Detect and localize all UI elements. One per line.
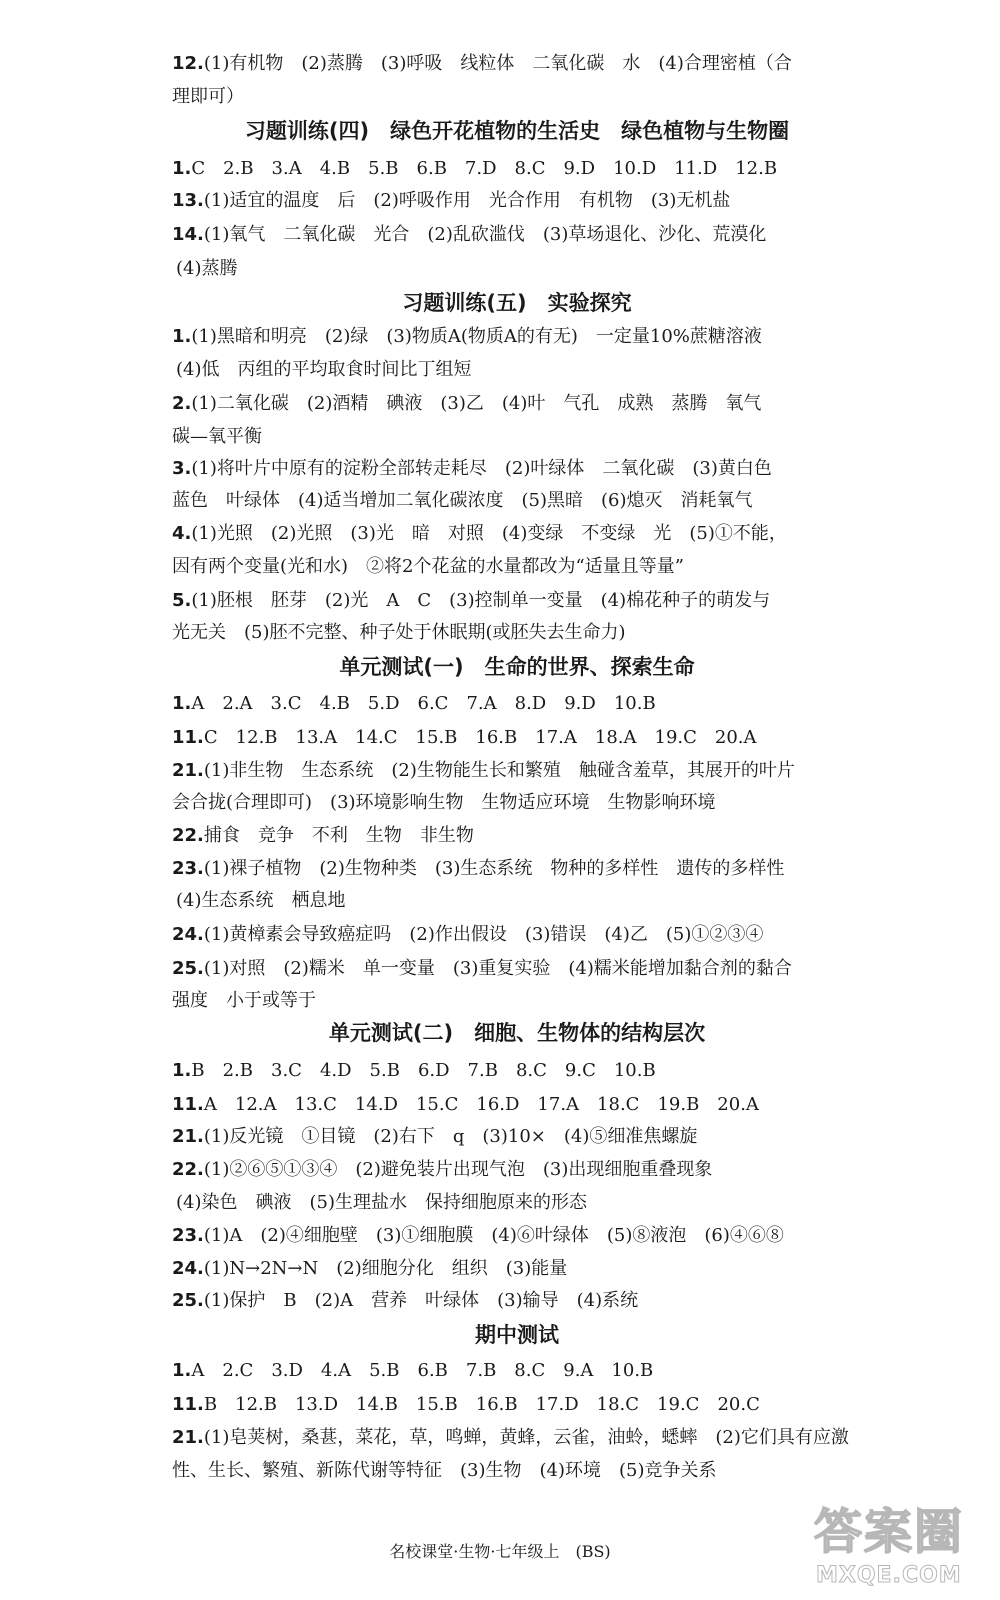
section-heading: 单元测试(二) 细胞、生物体的结构层次 — [328, 1021, 706, 1045]
answer-line: 23.(1)A (2)④细胞壁 (3)①细胞膜 (4)⑥叶绿体 (5)⑧液泡 (6)④⑥⑧ — [172, 1225, 784, 1246]
answer-line: (4)染色 碘液 (5)生理盐水 保持细胞原来的形态 — [176, 1192, 587, 1213]
answer-line: (4)生态系统 栖息地 — [176, 890, 346, 911]
answer-line: 12.(1)有机物 (2)蒸腾 (3)呼吸 线粒体 二氧化碳 水 (4)合理密植（合 — [172, 53, 792, 74]
answer-line: 会合拢(合理即可) (3)环境影响生物 生物适应环境 生物影响环境 — [172, 792, 716, 813]
answer-line: (4)蒸腾 — [176, 258, 238, 279]
answer-line: 1.B 2.B 3.C 4.D 5.B 6.D 7.B 8.C 9.C 10.B — [172, 1060, 656, 1081]
watermark-domain: MXQE.COM — [816, 1563, 962, 1588]
answer-line: 1.A 2.A 3.C 4.B 5.D 6.C 7.A 8.D 9.D 10.B — [172, 693, 656, 714]
answer-line: 22.(1)②⑥⑤①③④ (2)避免装片出现气泡 (3)出现细胞重叠现象 — [172, 1159, 713, 1180]
answer-line: 25.(1)对照 (2)糯米 单一变量 (3)重复实验 (4)糯米能增加黏合剂的黏合 — [172, 958, 792, 979]
section-heading: 单元测试(一) 生命的世界、探索生命 — [339, 655, 695, 679]
answer-line: 理即可） — [172, 86, 244, 107]
section-heading: 习题训练(四) 绿色开花植物的生活史 绿色植物与生物圈 — [244, 119, 790, 143]
answer-line: 1.A 2.C 3.D 4.A 5.B 6.B 7.B 8.C 9.A 10.B — [172, 1360, 654, 1381]
answer-line: 1.(1)黑暗和明亮 (2)绿 (3)物质A(物质A的有无) 一定量10%蔗糖溶液 — [172, 326, 762, 347]
answer-line: 强度 小于或等于 — [172, 990, 316, 1011]
answer-line: 11.B 12.B 13.D 14.B 15.B 16.B 17.D 18.C 19.C 20.C — [172, 1394, 760, 1415]
watermark-logo — [808, 1504, 988, 1596]
answer-line: 碳—氧平衡 — [172, 426, 262, 447]
answer-line: 24.(1)N→2N→N (2)细胞分化 组织 (3)能量 — [172, 1258, 568, 1279]
section-heading: 习题训练(五) 实验探究 — [402, 291, 632, 315]
answer-line: (4)低 丙组的平均取食时间比丁组短 — [176, 359, 472, 380]
section-heading: 期中测试 — [475, 1323, 559, 1347]
answer-line: 21.(1)非生物 生态系统 (2)生物能生长和繁殖 触碰含羞草，其展开的叶片 — [172, 760, 795, 781]
answer-line: 23.(1)裸子植物 (2)生物种类 (3)生态系统 物种的多样性 遗传的多样性 — [172, 858, 785, 879]
answer-line: 因有两个变量(光和水) ②将2个花盆的水量都改为“适量且等量” — [172, 556, 684, 577]
answer-line: 14.(1)氧气 二氧化碳 光合 (2)乱砍滥伐 (3)草场退化、沙化、荒漠化 — [172, 224, 767, 245]
answer-line: 21.(1)皂荚树，桑葚，菜花，草，鸣蝉，黄蜂，云雀，油蛉，蟋蟀 (2)它们具有应激 — [172, 1427, 849, 1448]
answer-line: 光无关 (5)胚不完整、种子处于休眠期(或胚失去生命力) — [172, 622, 626, 643]
answer-line: 蓝色 叶绿体 (4)适当增加二氧化碳浓度 (5)黑暗 (6)熄灭 消耗氧气 — [172, 490, 753, 511]
answer-line: 13.(1)适宜的温度 后 (2)呼吸作用 光合作用 有机物 (3)无机盐 — [172, 190, 731, 211]
page-footer: 名校课堂·生物·七年级上 (BS) — [389, 1542, 611, 1561]
answer-line: 3.(1)将叶片中原有的淀粉全部转走耗尽 (2)叶绿体 二氧化碳 (3)黄白色 — [172, 458, 772, 479]
answer-line: 2.(1)二氧化碳 (2)酒精 碘液 (3)乙 (4)叶 气孔 成熟 蒸腾 氧气 — [172, 393, 762, 414]
answer-line: 11.A 12.A 13.C 14.D 15.C 16.D 17.A 18.C 19.B 20.A — [172, 1094, 759, 1115]
answer-line: 22.捕食 竞争 不利 生物 非生物 — [172, 825, 474, 846]
answer-line: 4.(1)光照 (2)光照 (3)光 暗 对照 (4)变绿 不变绿 光 (5)①不能， — [172, 523, 787, 544]
watermark-text: 答案圈 — [814, 1504, 965, 1560]
answer-line: 11.C 12.B 13.A 14.C 15.B 16.B 17.A 18.A 19.C 20.A — [172, 727, 757, 748]
answer-line: 性、生长、繁殖、新陈代谢等特征 (3)生物 (4)环境 (5)竞争关系 — [172, 1460, 717, 1481]
answer-line: 24.(1)黄樟素会导致癌症吗 (2)作出假设 (3)错误 (4)乙 (5)①②③④ — [172, 924, 764, 945]
answer-line: 25.(1)保护 B (2)A 营养 叶绿体 (3)输导 (4)系统 — [172, 1290, 639, 1311]
answer-line: 21.(1)反光镜 ①目镜 (2)右下 q (3)10× (4)⑤细准焦螺旋 — [172, 1126, 698, 1147]
answer-line: 1.C 2.B 3.A 4.B 5.B 6.B 7.D 8.C 9.D 10.D 11.D 12.B — [172, 158, 778, 179]
answer-line: 5.(1)胚根 胚芽 (2)光 A C (3)控制单一变量 (4)棉花种子的萌发与 — [172, 590, 771, 611]
